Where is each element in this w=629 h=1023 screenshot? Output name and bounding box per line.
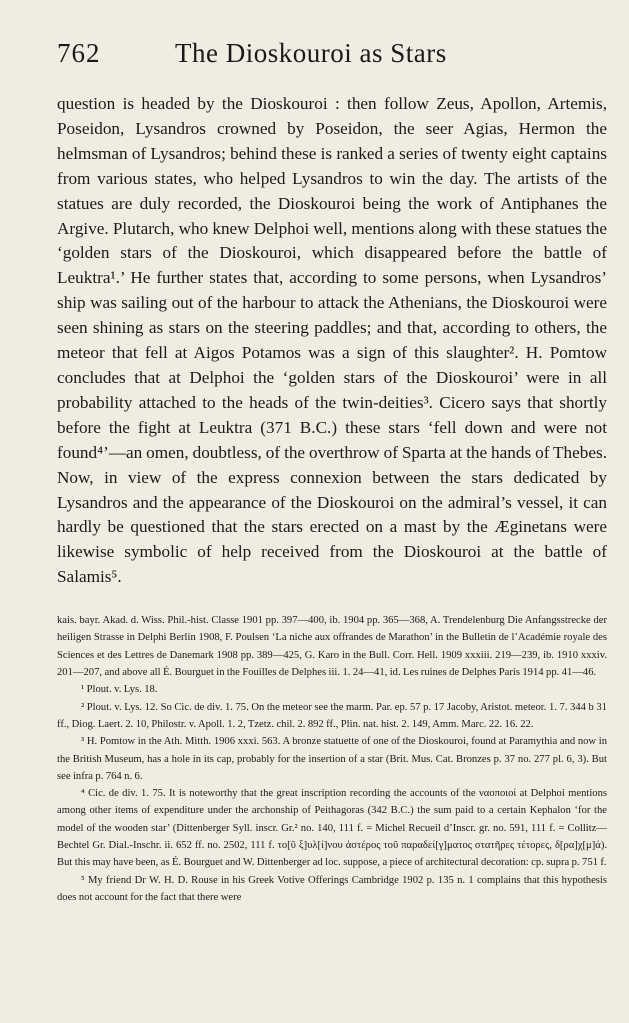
page-number: 762 bbox=[57, 38, 101, 68]
page-header bbox=[57, 38, 607, 84]
footnote-4: ⁴ Cic. de div. 1. 75. It is noteworthy that the great inscription recording the accounts of the ναοποιοί at Delphoi mentions among other items of expenditure under the archonship of Peithagoras (342 B.C.) the sum paid to a certain Kephalon ‘for the model of the wooden star’ (Dittenberger Syll. inscr. Gr.² no. 140, 111 f. = Michel Recueil d’Inscr. gr. no. 591, 111 f. = Collitz—Bechtel Gr. Dial.-Inschr. ii. 652 ff. no. 2502, 111 f. το[ῦ ξ]υλ[ί]νου ἀστέρος τοῦ παραδεί[γ]ματος στατῆρες τέτορες, δ[ρα]χ[μ]ά). But this may have been, as É. Bourguet and W. Dittenberger ad loc. suppose, a piece of architectural decoration: cp. supra p. 751 f. bbox=[57, 788, 607, 869]
footnote-5: ⁵ My friend Dr W. H. D. Rouse in his Greek Votive Offerings Cambridge 1902 p. 135 n. 1 complains that this hypothesis does not account for the fact that there were bbox=[57, 874, 607, 903]
footnote-1: ¹ Plout. v. Lys. 18. bbox=[81, 684, 158, 696]
body-paragraph: question is headed by the Dioskouroi : then follow Zeus, Apollon, Artemis, Poseidon, Lysandros crowned by Poseidon, the seer Agias, Hermon the helmsman of Lysandros; behind these is ranked a series of twenty eight captains from various states, who helped Lysandros to win the day. The artists of the statues are duly recorded, the Dioskouroi being the work of Antiphanes the Argive. Plutarch, who knew Delphoi well, mentions along with these statues the ‘golden stars of the Dioskouroi, which disappeared before the battle of Leuktra¹.’ He further states that, according to some persons, when Lysandros’ ship was sailing out of the harbour to attack the Athenians, the Dioskouroi were seen shining as stars on the steering paddles; and that, according to others, the meteor that fell at Aigos Potamos was a sign of this slaughter². H. Pomtow concludes that at Delphoi the ‘golden stars of the Dioskouroi’ were in all probability attached to the heads of the twin-deities³. Cicero says that shortly before the fight at Leuktra (371 B.C.) these stars ‘fell down and were not found⁴’—an omen, doubtless, of the overthrow of Sparta at the hands of Thebes. Now, in view of the express connexion between the stars dedicated by Lysandros and the appearance of the Dioskouroi on the admiral’s vessel, it can hardly be questioned that the stars erected on a mast by the Æginetans were likewise symbolic of help received from the Dioskouroi at the battle of Salamis⁵. bbox=[57, 94, 607, 587]
main-text bbox=[57, 92, 607, 590]
running-title: The Dioskouroi as Stars bbox=[175, 38, 447, 68]
footnotes bbox=[57, 612, 607, 906]
footnote-3: ³ H. Pomtow in the Ath. Mitth. 1906 xxxi. 563. A bronze statuette of one of the Dioskouroi, found at Paramythia and now in the British Museum, has a hole in its cap, probably for the insertion of a star (Brit. Mus. Cat. Bronzes p. 37 no. 277 pl. 6, 3). But see infra p. 764 n. 6. bbox=[57, 736, 607, 782]
footnote-continuation: kais. bayr. Akad. d. Wiss. Phil.-hist. Classe 1901 pp. 397—400, ib. 1904 pp. 365—368, A. Trendelenburg Die Anfangsstrecke der heiligen Strasse in Delphi Berlin 1908, F. Poulsen ‘La niche aux offrandes de Marathon’ in the Bulletin de l’Académie royale des Sciences et des Lettres de Danemark 1908 pp. 389—425, G. Karo in the Bull. Corr. Hell. 1909 xxxiii. 219—239, ib. 1910 xxxiv. 201—207, and above all É. Bourguet in the Fouilles de Delphes iii. 1. 24—41, id. Les ruines de Delphes Paris 1914 pp. 41—46. bbox=[57, 615, 607, 679]
footnote-2: ² Plout. v. Lys. 12. So Cic. de div. 1. 75. On the meteor see the marm. Par. ep. 57 p. 17 Jacoby, Aristot. meteor. 1. 7. 344 b 31 ff., Diog. Laert. 2. 10, Philostr. v. Apoll. 1. 2, Tzetz. chil. 2. 892 ff., Plin. nat. hist. 2. 149, Amm. Marc. 22. 16. 22. bbox=[57, 701, 607, 730]
